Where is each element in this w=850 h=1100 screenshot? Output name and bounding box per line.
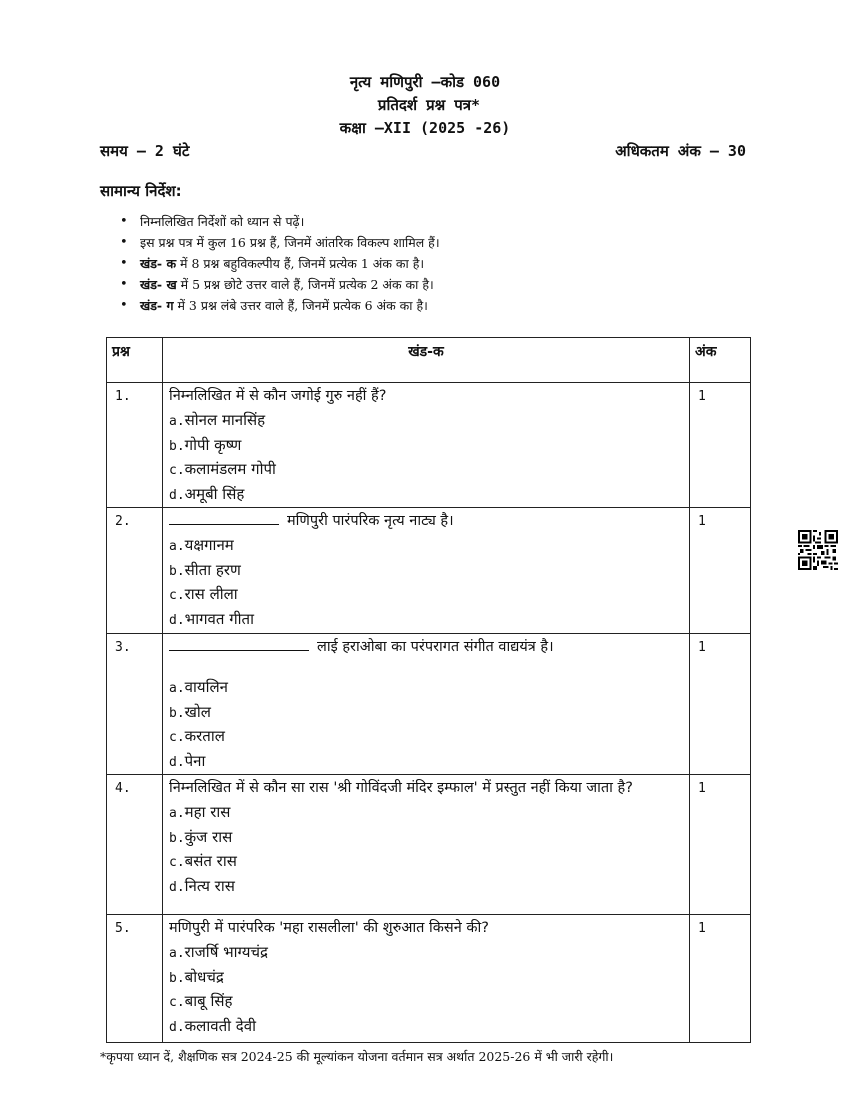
instruction-item: • इस प्रश्न पत्र में कुल 16 प्रश्न हैं, जिनमें आंतरिक विकल्प शामिल हैं। xyxy=(120,232,440,253)
option-item: a.महा रास xyxy=(169,803,231,821)
options-list xyxy=(169,941,689,1039)
time-allowed: समय – 2 घंटे xyxy=(100,142,190,160)
col-header-section: खंड-क xyxy=(163,338,690,383)
question-body xyxy=(163,915,690,1043)
qr-code-icon xyxy=(798,530,838,570)
paper-subtitle: प्रतिदर्श प्रश्न पत्र* xyxy=(377,96,481,114)
instruction-item: • खंड- ग में 3 प्रश्न लंबे उत्तर वाले हैं, जिनमें प्रत्येक 6 अंक का है। xyxy=(120,295,440,316)
col-header-question: प्रश्न xyxy=(107,338,163,383)
options-list xyxy=(169,534,689,632)
question-table xyxy=(106,337,751,1043)
question-text: निम्नलिखित में से कौन सा रास 'श्री गोविंदजी मंदिर इम्फाल' में प्रस्तुत नहीं किया जाता है? xyxy=(169,780,633,796)
table-row xyxy=(107,915,751,1043)
option-item: a.राजर्षि भाग्यचंद्र xyxy=(169,943,268,961)
question-text: मणिपुरी पारंपरिक नृत्य नाट्य है। xyxy=(287,513,454,529)
option-item: a.सोनल मानसिंह xyxy=(169,411,266,429)
instruction-item: • खंड- ख में 5 प्रश्न छोटे उत्तर वाले हैं, जिनमें प्रत्येक 2 अंक का है। xyxy=(120,274,440,295)
question-body xyxy=(163,775,690,915)
general-instructions-title: सामान्य निर्देश: xyxy=(100,182,182,200)
question-number: 2. xyxy=(107,508,163,634)
option-item: c.रास लीला xyxy=(169,585,238,603)
options-list xyxy=(169,676,689,774)
question-marks: 1 xyxy=(690,383,751,508)
question-text: लाई हराओबा का परंपरागत संगीत वाद्ययंत्र है। xyxy=(317,639,554,655)
option-item: d.अमूबी सिंह xyxy=(169,484,245,503)
instructions-list xyxy=(120,211,440,316)
question-text: निम्नलिखित में से कौन जगोई गुरु नहीं हैं? xyxy=(169,388,387,404)
option-item: c.बसंत रास xyxy=(169,852,237,870)
max-marks: अधिकतम अंक – 30 xyxy=(615,142,746,160)
option-item: c.करताल xyxy=(169,727,225,745)
question-number: 3. xyxy=(107,634,163,775)
question-number: 1. xyxy=(107,383,163,508)
option-item: b.खोल xyxy=(169,702,211,721)
class-line: कक्षा –XII (2025 -26) xyxy=(339,119,511,137)
question-body xyxy=(163,634,690,775)
option-item: b.कुंज रास xyxy=(169,827,233,846)
option-item: c.बाबू सिंह xyxy=(169,992,233,1010)
question-body xyxy=(163,383,690,508)
table-row xyxy=(107,383,751,508)
option-item: b.गोपी कृष्ण xyxy=(169,435,242,454)
option-item: d.पेना xyxy=(169,751,206,770)
option-item: d.भागवत गीता xyxy=(169,609,254,628)
question-body xyxy=(163,508,690,634)
table-row xyxy=(107,508,751,634)
table-row xyxy=(107,775,751,915)
instruction-item: • निम्नलिखित निर्देशों को ध्यान से पढ़ें। xyxy=(120,211,440,232)
instruction-item: • खंड- क में 8 प्रश्न बहुविकल्पीय हैं, जिनमें प्रत्येक 1 अंक का है। xyxy=(120,253,440,274)
col-header-marks: अंक xyxy=(690,338,751,383)
question-marks: 1 xyxy=(690,634,751,775)
question-marks: 1 xyxy=(690,915,751,1043)
option-item: d.नित्य रास xyxy=(169,876,235,895)
question-marks: 1 xyxy=(690,775,751,915)
question-text: मणिपुरी में पारंपरिक 'महा रासलीला' की शुरुआत किसने की? xyxy=(169,920,489,936)
option-item: a.वायलिन xyxy=(169,678,228,696)
fill-blank xyxy=(169,510,279,525)
table-header-row xyxy=(107,338,751,383)
question-marks: 1 xyxy=(690,508,751,634)
options-list xyxy=(169,801,689,899)
option-item: b.सीता हरण xyxy=(169,560,241,579)
table-row xyxy=(107,634,751,775)
option-item: b.बोधचंद्र xyxy=(169,967,224,986)
fill-blank xyxy=(169,636,309,651)
footnote: *कृपया ध्यान दें, शैक्षणिक सत्र 2024-25 की मूल्यांकन योजना वर्तमान सत्र अर्थात 2025-26 में भी जारी रहेगी। xyxy=(100,1049,614,1064)
paper-title: नृत्य मणिपुरी –कोड 060 xyxy=(349,73,501,91)
question-number: 4. xyxy=(107,775,163,915)
option-item: a.यक्षगानम xyxy=(169,536,234,554)
option-item: c.कलामंडलम गोपी xyxy=(169,460,276,478)
options-list xyxy=(169,409,689,507)
question-number: 5. xyxy=(107,915,163,1043)
option-item: d.कलावती देवी xyxy=(169,1016,256,1035)
